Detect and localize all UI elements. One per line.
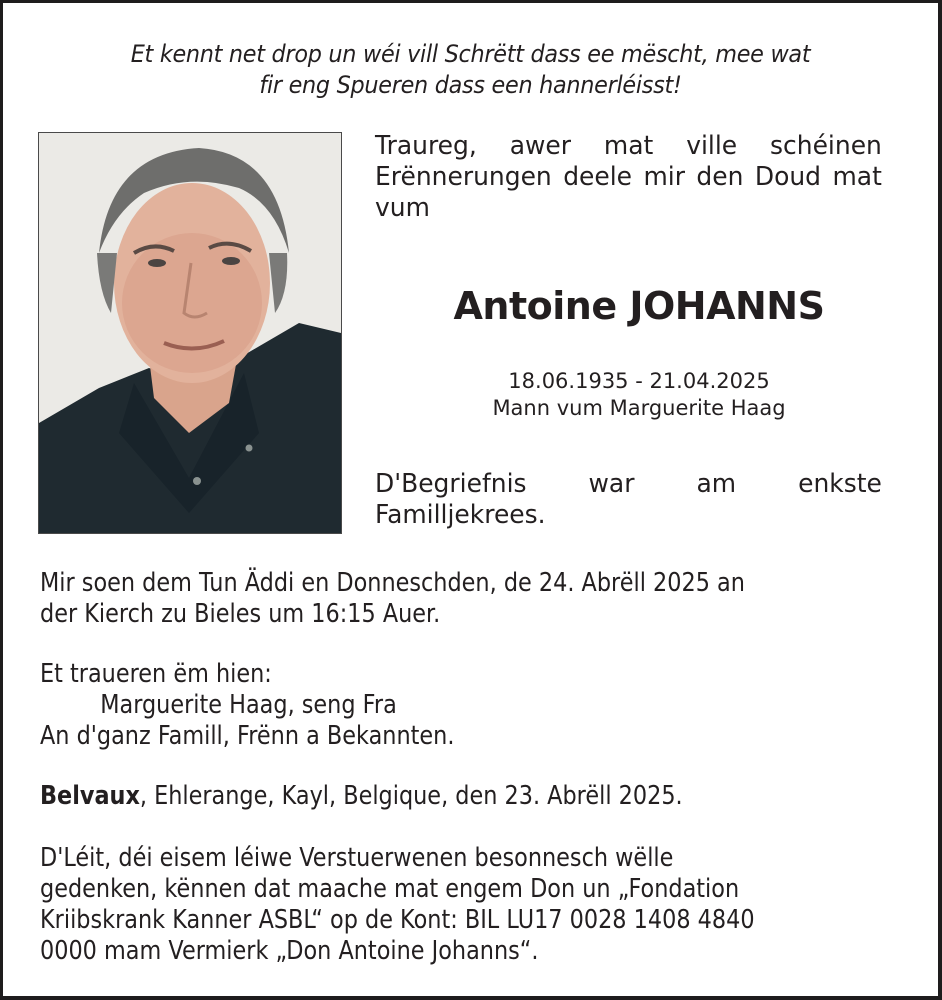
donation-line-3: Kriibskrank Kanner ASBL“ op de Kont: BIL LU17 0028 1408 4840 — [40, 905, 755, 935]
intro-text — [375, 131, 882, 224]
donation-line-2: gedenken, kënnen dat maache mat engem Don un „Fondation — [40, 874, 740, 904]
donation-paragraph — [40, 843, 797, 967]
life-dates: 18.06.1935 - 21.04.2025 — [508, 369, 770, 393]
place-date-line — [40, 781, 797, 812]
motto-line-2: fir eng Spueren dass een hannerléisst! — [259, 71, 682, 99]
mourner-others: An d'ganz Famill, Frënn a Bekannten. — [40, 721, 455, 751]
intro-line-3: mat vum — [375, 162, 882, 223]
service-line-2: der Kierch zu Bieles um 16:15 Auer. — [40, 599, 441, 629]
obituary-card — [3, 3, 938, 996]
mourners-heading: Et traueren ëm hien: — [40, 659, 272, 689]
mourner-spouse: Marguerite Haag, seng Fra — [100, 690, 397, 720]
portrait-image — [39, 133, 341, 533]
burial-notice — [375, 469, 882, 531]
portrait-photo — [38, 132, 342, 534]
donation-line-1: D'Léit, déi eisem léiwe Verstuerwenen besonnesch wëlle — [40, 843, 674, 873]
motto-quote — [36, 39, 906, 101]
deceased-name: Antoine JOHANNS — [453, 284, 825, 328]
donation-line-4: 0000 mam Vermierk „Don Antoine Johanns“. — [40, 936, 539, 966]
mourners-paragraph — [40, 659, 797, 752]
burial-line-2: Familljekrees. — [375, 500, 546, 530]
place-town: Belvaux — [40, 781, 140, 811]
service-paragraph — [40, 568, 797, 630]
place-rest: , Ehlerange, Kayl, Belgique, den 23. Abrëll 2025. — [139, 781, 683, 811]
intro-line-1: Traureg, awer mat ville schéinen — [375, 131, 882, 161]
burial-line-1: D'Begriefnis war am enkste — [375, 469, 882, 499]
service-line-1: Mir soen dem Tun Äddi en Donneschden, de 24. Abrëll 2025 an — [40, 568, 745, 598]
deceased-details — [375, 368, 903, 422]
intro-line-2: Erënnerungen deele mir den Doud — [375, 162, 822, 192]
motto-line-1: Et kennt net drop un wéi vill Schrëtt dass ee mëscht, mee wat — [130, 40, 811, 68]
relation-text: Mann vum Marguerite Haag — [492, 396, 786, 420]
